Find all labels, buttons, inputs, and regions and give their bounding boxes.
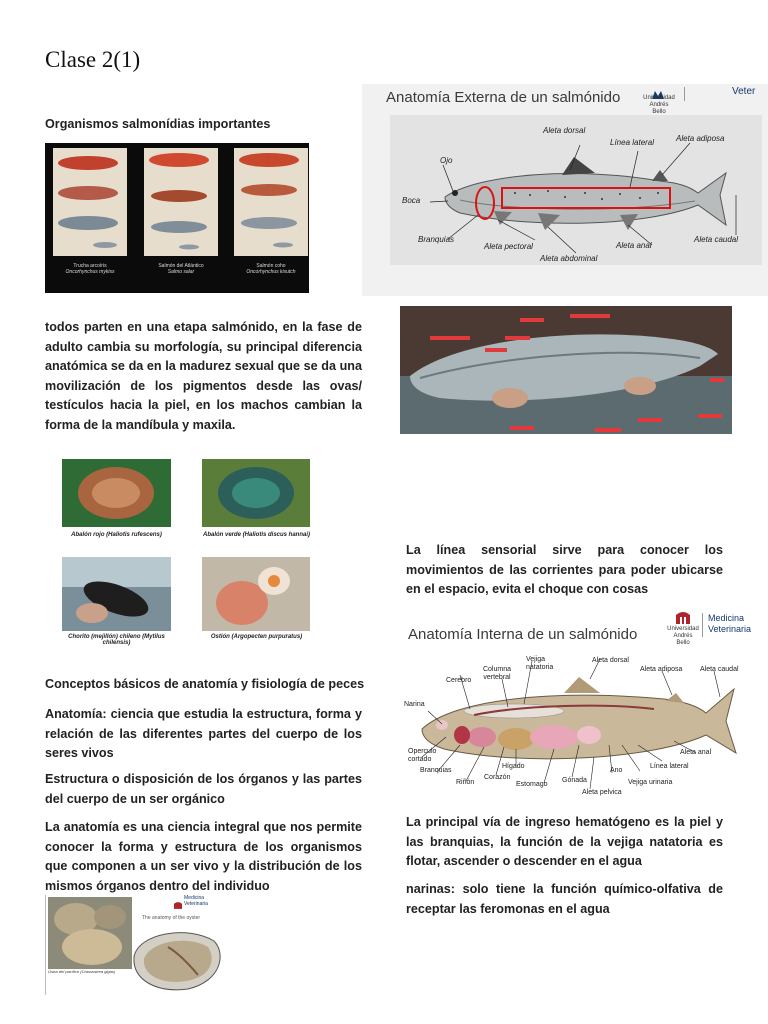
species-card-1 [53, 148, 127, 256]
page-title: Clase 2(1) [45, 47, 141, 72]
mollusk-photo-4 [202, 557, 310, 631]
label-operculo: Operculo cortado [408, 748, 437, 763]
label-columna: Columna vertebral [482, 666, 511, 681]
species-sci-1: Oncorhynchus mykiss [65, 269, 115, 275]
label-gonada: Gónada [562, 777, 587, 784]
species-name-1: Trucha arcoíris [73, 263, 107, 269]
salmon-species-image [45, 143, 309, 293]
concept-structure: Estructura o disposición de los órganos y las partes del cuerpo de un ser orgánico [45, 772, 362, 806]
species-name-3: Salmón coho [256, 263, 286, 269]
label-linea-lateral-int: Línea lateral [650, 763, 689, 770]
label-aleta-anal-int: Aleta anal [680, 749, 712, 756]
species-name-2: Salmón del Atlántico [158, 263, 204, 269]
mollusk-caption-4: Ostión (Argopecten purpuratus) [210, 634, 303, 640]
mollusk-caption-2: Abalón verde (Haliotis discus hannai) [202, 532, 311, 538]
oyster-anatomy-panel [45, 895, 236, 995]
external-anatomy-title: Anatomía Externa de un salmónido [386, 89, 621, 106]
label-aleta-anal: Aleta anal [616, 241, 652, 250]
label-aleta-pelvica: Aleta pelvica [582, 789, 622, 796]
label-aleta-dorsal-int: Aleta dorsal [592, 657, 629, 664]
faculty-name-2: Medicina Veterinaria [708, 613, 752, 634]
internal-anatomy-title: Anatomía Interna de un salmónido [408, 626, 638, 643]
label-vejiga-urinaria: Vejiga urinaria [628, 779, 673, 786]
oyster-diagram-title: The anatomy of the oyster [142, 915, 201, 921]
mollusk-caption-1: Abalón rojo (Haliotis rufescens) [71, 532, 162, 538]
label-aleta-dorsal: Aleta dorsal [543, 126, 586, 135]
salmon-handheld-photo [400, 306, 732, 434]
oyster-caption: Ostra del pacífico (Crassostrea gigas) [48, 969, 116, 974]
external-fish-diagram [390, 115, 762, 265]
label-rinon: Riñón [456, 779, 475, 786]
label-ojo: Ojo [440, 156, 453, 165]
label-vejiga-text: Vejiga natatoria [526, 656, 554, 671]
label-aleta-caudal-int: Aleta caudal [700, 666, 739, 673]
mollusk-photo-3 [62, 557, 171, 631]
mollusk-photo-2 [202, 459, 310, 527]
species-sci-2: Salmo salar [167, 269, 195, 275]
nares-function-text: narinas: solo tiene la función químico-olfativa de receptar las feromonas en el agua [406, 882, 723, 916]
label-corazon: Corazón [484, 774, 511, 781]
label-estomago: Estomago [516, 781, 548, 788]
label-higado: Hígado [502, 763, 525, 770]
label-boca: Boca [402, 196, 421, 205]
faculty-name: Veter [732, 86, 756, 97]
oyster-diagram [128, 923, 228, 993]
label-branquias: Branquias [418, 235, 455, 244]
university-logo-3 [174, 896, 182, 914]
sensory-line-text: La línea sensorial sirve para conocer los movimientos de las corrientes para poder ubicarse en el espacio, evita el choque con cosas [406, 543, 723, 597]
university-name: Universidad Andrés Bello [643, 95, 675, 115]
label-aleta-abdominal: Aleta abdominal [540, 254, 598, 263]
mollusk-photo-1 [62, 459, 171, 527]
internal-anatomy-panel [404, 605, 754, 795]
species-card-3 [234, 148, 308, 256]
species-sci-3: Oncorhynchus kisutch [246, 269, 296, 275]
concepts-heading: Conceptos básicos de anatomía y fisiología de peces [45, 677, 365, 691]
label-aleta-adiposa: Aleta adiposa [676, 134, 725, 143]
concept-anatomy-definition: Anatomía: ciencia que estudia la estructura, forma y relación de las diferentes partes del cuerpo de los seres vivos [45, 707, 362, 761]
oyster-faculty: Medicina Veterinaria [184, 895, 208, 907]
label-cerebro: Cerebro [446, 677, 472, 684]
label-aleta-pectoral: Aleta pectoral [484, 242, 533, 251]
label-vejiga-natatoria [526, 656, 558, 672]
concept-integral-science: La anatomía es una ciencia integral que nos permite conocer la forma y estructura de los organismos que componen a un ser vivo y la distribución de los mismos órganos dentro del individuo [45, 820, 362, 893]
mollusk-caption-3: Chorito (mejillón) chileno (Mytilus chilensis) [68, 634, 165, 646]
label-linea-lateral: Línea lateral [610, 138, 655, 147]
salmonid-paragraph: todos parten en una etapa salmónido, en la fase de adulto cambia su morfología, su principal diferencia anatómica se da en la madurez sexual que se da una movilización de los pigmentos desde las ovas/ testículos hacia la piel, en los machos cambian la forma de la mandíbula y maxila. [45, 320, 362, 432]
label-narina: Narina [404, 701, 425, 708]
external-anatomy-panel [362, 84, 768, 296]
label-branquias-int: Branquias [420, 767, 452, 774]
label-ano: Ano [610, 767, 623, 774]
label-aleta-caudal: Aleta caudal [694, 235, 739, 244]
label-aleta-adiposa-int: Aleta adiposa [640, 666, 683, 673]
university-name-2: Universidad Andrés Bello [667, 626, 699, 646]
species-card-2 [144, 148, 218, 256]
hematogenous-route-text: La principal vía de ingreso hematógeno es la piel y las branquias, la función de la vejiga natatoria es flotar, ascender o descender en el agua [406, 815, 723, 869]
oyster-photo [48, 897, 132, 969]
section-heading-salmonids: Organismos salmonídias importantes [45, 117, 271, 131]
